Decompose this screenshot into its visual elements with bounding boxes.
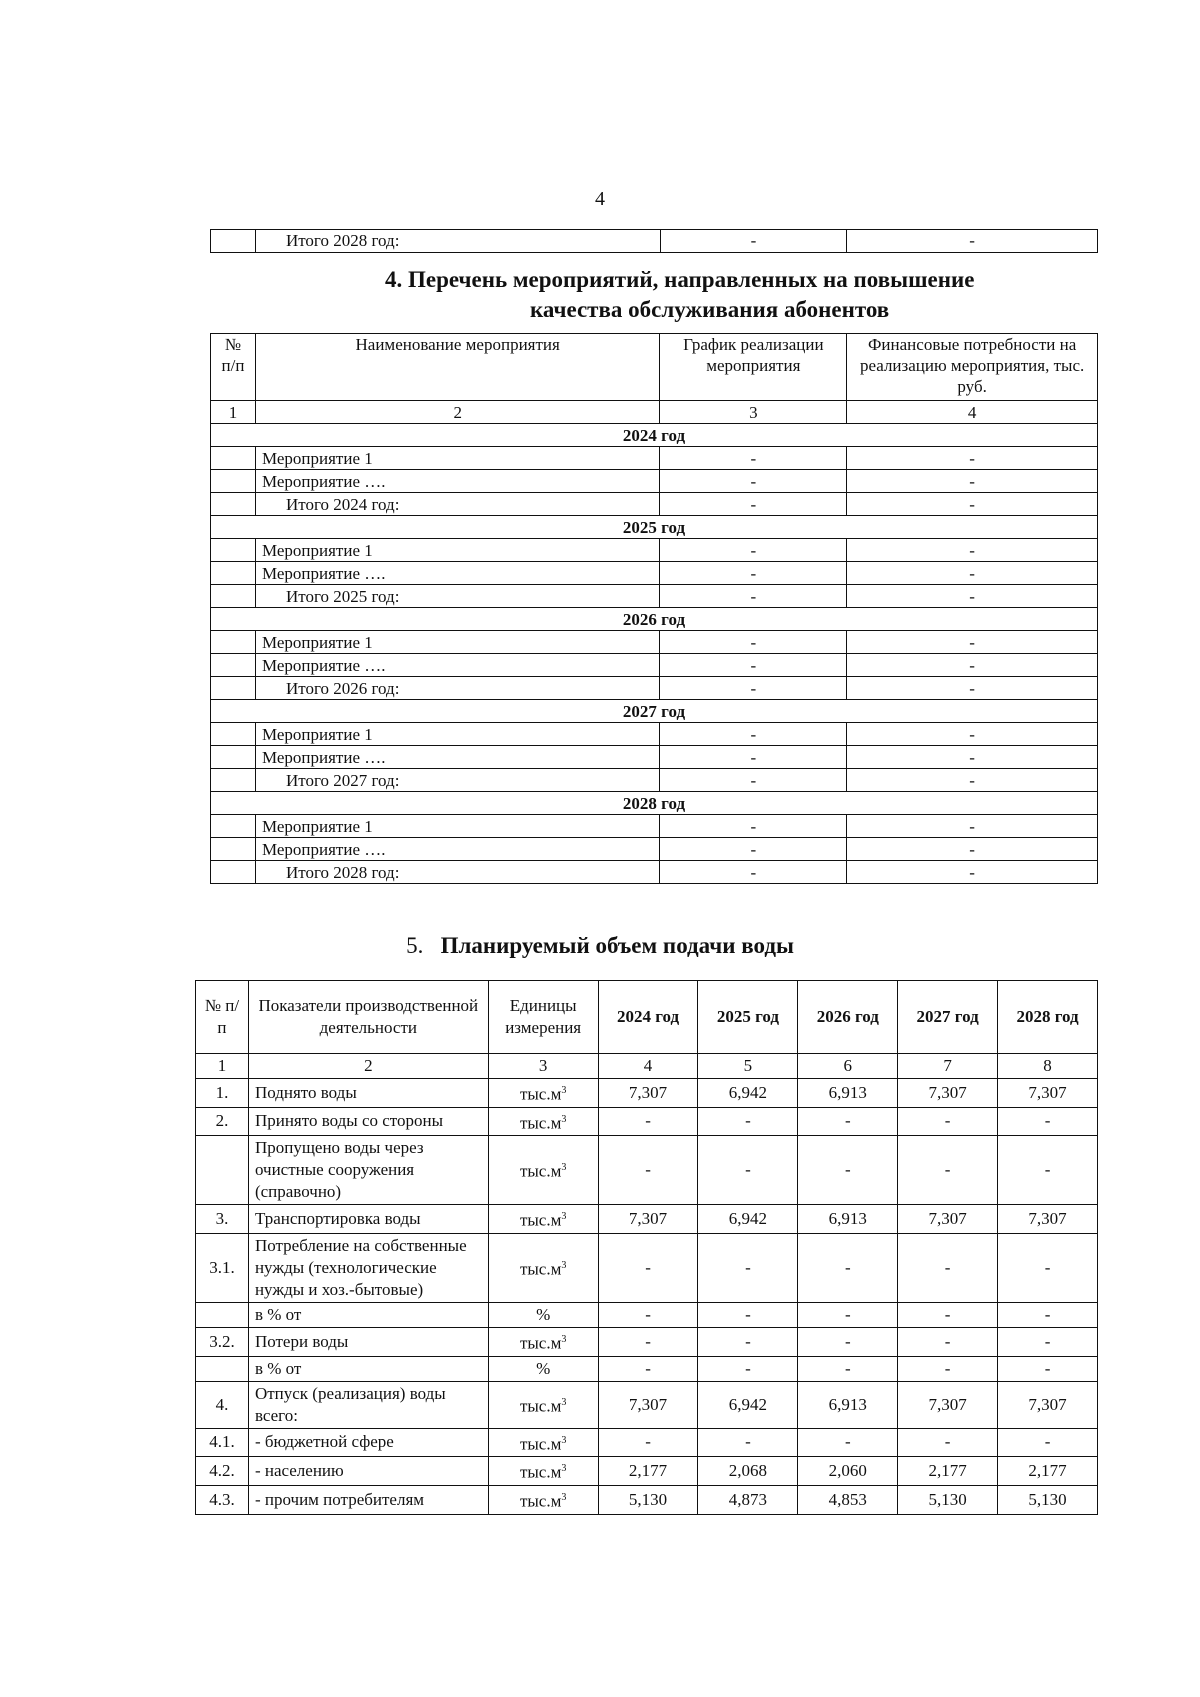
finance-cell: - bbox=[847, 861, 1098, 884]
value-cell: 2,068 bbox=[698, 1457, 798, 1486]
num-cell bbox=[211, 654, 256, 677]
value-cell: - bbox=[698, 1302, 798, 1327]
header-row bbox=[196, 981, 1098, 1054]
num-cell bbox=[211, 815, 256, 838]
unit-text: тыс.м bbox=[519, 1210, 562, 1230]
year-label: 2026 год bbox=[211, 608, 1098, 631]
table-row bbox=[196, 1233, 1098, 1302]
finance-cell: - bbox=[847, 677, 1098, 700]
schedule-cell: - bbox=[660, 230, 847, 253]
value-cell: - bbox=[898, 1136, 998, 1205]
unit-superscript: 3 bbox=[561, 1085, 567, 1096]
measure-name: Мероприятие 1 bbox=[255, 447, 659, 470]
unit-text: тыс.м bbox=[519, 1491, 562, 1511]
row-number: 4. bbox=[196, 1381, 249, 1428]
unit-text: тыс.м bbox=[519, 1333, 562, 1353]
num-cell bbox=[211, 447, 256, 470]
value-cell: - bbox=[798, 1327, 898, 1356]
table-row bbox=[196, 1457, 1098, 1486]
total-row bbox=[211, 861, 1098, 884]
value-cell: - bbox=[798, 1107, 898, 1136]
header-schedule: График реализации мероприятия bbox=[660, 334, 847, 401]
table-row bbox=[211, 470, 1098, 493]
value-cell: 7,307 bbox=[998, 1079, 1098, 1108]
value-cell: 7,307 bbox=[598, 1205, 698, 1234]
indicator-name: Потери воды bbox=[248, 1327, 488, 1356]
measure-name: Мероприятие 1 bbox=[255, 815, 659, 838]
table-row bbox=[211, 631, 1098, 654]
value-cell: 7,307 bbox=[998, 1381, 1098, 1428]
unit-text: тыс.м bbox=[519, 1396, 562, 1416]
section-title: Планируемый объем подачи воды bbox=[440, 933, 794, 958]
finance-cell: - bbox=[847, 654, 1098, 677]
value-cell: - bbox=[898, 1428, 998, 1457]
row-number: 1. bbox=[196, 1079, 249, 1108]
value-cell: 7,307 bbox=[998, 1205, 1098, 1234]
row-number: 4.1. bbox=[196, 1428, 249, 1457]
value-cell: 6,913 bbox=[798, 1079, 898, 1108]
measure-name: Мероприятие …. bbox=[255, 654, 659, 677]
value-cell: - bbox=[898, 1327, 998, 1356]
table-row bbox=[196, 1079, 1098, 1108]
unit-text: тыс.м bbox=[519, 1259, 562, 1279]
value-cell: 2,177 bbox=[998, 1457, 1098, 1486]
value-cell: - bbox=[798, 1136, 898, 1205]
year-label: 2028 год bbox=[211, 792, 1098, 815]
unit-superscript: 3 bbox=[561, 1333, 567, 1345]
year-row bbox=[211, 700, 1098, 723]
total-row bbox=[211, 769, 1098, 792]
total-label: Итого 2027 год: bbox=[255, 769, 659, 792]
table-row bbox=[196, 1107, 1098, 1136]
value-cell: - bbox=[898, 1356, 998, 1381]
finance-cell: - bbox=[847, 230, 1098, 253]
water-supply-body bbox=[196, 1079, 1098, 1515]
unit-text: % bbox=[536, 1358, 551, 1378]
indicator-name: - бюджетной сфере bbox=[248, 1428, 488, 1457]
unit-text: тыс.м bbox=[519, 1113, 562, 1133]
finance-cell: - bbox=[847, 493, 1098, 516]
total-row bbox=[211, 493, 1098, 516]
indicator-name: - прочим потребителям bbox=[248, 1485, 488, 1514]
page-number: 4 bbox=[595, 188, 605, 210]
finance-cell: - bbox=[847, 470, 1098, 493]
schedule-cell: - bbox=[660, 723, 847, 746]
value-cell: - bbox=[898, 1302, 998, 1327]
finance-cell: - bbox=[847, 769, 1098, 792]
unit-cell bbox=[488, 1107, 598, 1136]
value-cell: - bbox=[698, 1107, 798, 1136]
finance-cell: - bbox=[847, 447, 1098, 470]
value-cell: - bbox=[598, 1233, 698, 1302]
unit-cell bbox=[488, 1428, 598, 1457]
table-row bbox=[211, 746, 1098, 769]
indicator-name: Отпуск (реализация) воды всего: bbox=[248, 1381, 488, 1428]
header-row bbox=[211, 334, 1098, 401]
total-label: Итого 2024 год: bbox=[255, 493, 659, 516]
unit-text: тыс.м bbox=[519, 1084, 562, 1104]
row-number: 3.2. bbox=[196, 1327, 249, 1356]
schedule-cell: - bbox=[660, 447, 847, 470]
unit-cell bbox=[488, 1327, 598, 1356]
measure-name: Мероприятие 1 bbox=[255, 723, 659, 746]
header-year: 2026 год bbox=[798, 981, 898, 1054]
measure-name: Мероприятие 1 bbox=[255, 539, 659, 562]
previous-table-fragment bbox=[210, 229, 1098, 253]
total-label: Итого 2026 год: bbox=[255, 677, 659, 700]
schedule-cell: - bbox=[660, 585, 847, 608]
unit-superscript: 3 bbox=[561, 1113, 567, 1125]
indicator-name: Принято воды со стороны bbox=[248, 1107, 488, 1136]
value-cell: - bbox=[898, 1233, 998, 1302]
unit-cell bbox=[488, 1457, 598, 1486]
unit-text: % bbox=[536, 1304, 551, 1324]
section-number: 5. bbox=[406, 933, 424, 958]
table-row bbox=[211, 230, 1098, 253]
measure-name: Мероприятие 1 bbox=[255, 631, 659, 654]
value-cell: - bbox=[698, 1356, 798, 1381]
schedule-cell: - bbox=[660, 493, 847, 516]
header-year: 2027 год bbox=[898, 981, 998, 1054]
unit-superscript: 3 bbox=[561, 1396, 567, 1408]
year-row bbox=[211, 608, 1098, 631]
header-year: 2025 год bbox=[698, 981, 798, 1054]
indicator-name: Поднято воды bbox=[248, 1079, 488, 1108]
column-numbers-row: 1 2 3 4 bbox=[211, 401, 1098, 424]
header-year: 2024 год bbox=[598, 981, 698, 1054]
section-4-heading bbox=[385, 265, 1085, 325]
schedule-cell: - bbox=[660, 470, 847, 493]
finance-cell: - bbox=[847, 815, 1098, 838]
table-row bbox=[211, 723, 1098, 746]
value-cell: 4,873 bbox=[698, 1485, 798, 1514]
row-number bbox=[196, 1302, 249, 1327]
value-cell: 2,177 bbox=[898, 1457, 998, 1486]
total-label: Итого 2028 год: bbox=[255, 861, 659, 884]
num-cell bbox=[211, 470, 256, 493]
schedule-cell: - bbox=[660, 861, 847, 884]
year-row bbox=[211, 424, 1098, 447]
value-cell: 6,942 bbox=[698, 1205, 798, 1234]
num-cell bbox=[211, 585, 256, 608]
unit-cell bbox=[488, 1302, 598, 1327]
value-cell: - bbox=[798, 1233, 898, 1302]
unit-cell bbox=[488, 1356, 598, 1381]
num-cell bbox=[211, 562, 256, 585]
finance-cell: - bbox=[847, 539, 1098, 562]
num-cell bbox=[211, 677, 256, 700]
value-cell: - bbox=[998, 1107, 1098, 1136]
value-cell: - bbox=[698, 1327, 798, 1356]
indicator-name: в % от bbox=[248, 1302, 488, 1327]
row-number bbox=[196, 1356, 249, 1381]
year-label: 2027 год bbox=[211, 700, 1098, 723]
total-row bbox=[211, 585, 1098, 608]
unit-superscript: 3 bbox=[561, 1491, 567, 1503]
measures-body bbox=[211, 424, 1098, 884]
unit-cell bbox=[488, 1205, 598, 1234]
value-cell: - bbox=[998, 1136, 1098, 1205]
section-title-line2: качества обслуживания абонентов bbox=[530, 297, 890, 322]
measures-table bbox=[210, 333, 1098, 884]
row-number: 4.2. bbox=[196, 1457, 249, 1486]
indicator-name: Транспортировка воды bbox=[248, 1205, 488, 1234]
value-cell: 6,913 bbox=[798, 1381, 898, 1428]
measure-name: Мероприятие …. bbox=[255, 470, 659, 493]
measure-name: Мероприятие …. bbox=[255, 838, 659, 861]
table-row bbox=[211, 447, 1098, 470]
table-row bbox=[196, 1327, 1098, 1356]
value-cell: - bbox=[598, 1356, 698, 1381]
row-number: 3. bbox=[196, 1205, 249, 1234]
num-cell bbox=[211, 631, 256, 654]
indicator-name: Пропущено воды через очистные сооружения (справочно) bbox=[248, 1136, 488, 1205]
value-cell: - bbox=[998, 1356, 1098, 1381]
schedule-cell: - bbox=[660, 838, 847, 861]
measure-name: Мероприятие …. bbox=[255, 746, 659, 769]
value-cell: - bbox=[598, 1107, 698, 1136]
total-row bbox=[211, 677, 1098, 700]
value-cell: 5,130 bbox=[898, 1485, 998, 1514]
unit-cell bbox=[488, 1233, 598, 1302]
table-row bbox=[211, 539, 1098, 562]
value-cell: - bbox=[998, 1428, 1098, 1457]
value-cell: 7,307 bbox=[898, 1205, 998, 1234]
year-row bbox=[211, 792, 1098, 815]
year-row bbox=[211, 516, 1098, 539]
value-cell: - bbox=[998, 1327, 1098, 1356]
unit-text: тыс.м bbox=[519, 1434, 562, 1454]
num-cell bbox=[211, 539, 256, 562]
value-cell: 7,307 bbox=[898, 1381, 998, 1428]
finance-cell: - bbox=[847, 723, 1098, 746]
year-label: 2024 год bbox=[211, 424, 1098, 447]
table-row bbox=[196, 1485, 1098, 1514]
indicator-name: в % от bbox=[248, 1356, 488, 1381]
value-cell: 7,307 bbox=[598, 1079, 698, 1108]
value-cell: 4,853 bbox=[798, 1485, 898, 1514]
section-5-heading bbox=[0, 933, 1200, 959]
value-cell: 2,060 bbox=[798, 1457, 898, 1486]
num-cell bbox=[211, 861, 256, 884]
unit-text: тыс.м bbox=[519, 1162, 562, 1182]
header-finance: Финансовые потребности на реализацию мероприятия, тыс. руб. bbox=[847, 334, 1098, 401]
value-cell: 7,307 bbox=[598, 1381, 698, 1428]
unit-cell bbox=[488, 1079, 598, 1108]
table-row bbox=[211, 815, 1098, 838]
table-row bbox=[211, 838, 1098, 861]
value-cell: - bbox=[798, 1356, 898, 1381]
value-cell: - bbox=[898, 1107, 998, 1136]
value-cell: - bbox=[998, 1302, 1098, 1327]
row-number: 3.1. bbox=[196, 1233, 249, 1302]
schedule-cell: - bbox=[660, 815, 847, 838]
indicator-name: - населению bbox=[248, 1457, 488, 1486]
header-num: № п/п bbox=[211, 334, 256, 401]
value-cell: - bbox=[698, 1136, 798, 1205]
row-number: 2. bbox=[196, 1107, 249, 1136]
finance-cell: - bbox=[847, 585, 1098, 608]
value-cell: - bbox=[598, 1327, 698, 1356]
value-cell: - bbox=[698, 1233, 798, 1302]
indicator-name: Потребление на собственные нужды (технологические нужды и хоз.-бытовые) bbox=[248, 1233, 488, 1302]
value-cell: 6,942 bbox=[698, 1381, 798, 1428]
schedule-cell: - bbox=[660, 562, 847, 585]
water-supply-table bbox=[195, 980, 1098, 1515]
schedule-cell: - bbox=[660, 654, 847, 677]
value-cell: - bbox=[998, 1233, 1098, 1302]
table-row bbox=[196, 1428, 1098, 1457]
finance-cell: - bbox=[847, 746, 1098, 769]
unit-superscript: 3 bbox=[561, 1434, 567, 1446]
unit-cell bbox=[488, 1136, 598, 1205]
value-cell: - bbox=[798, 1428, 898, 1457]
value-cell: 2,177 bbox=[598, 1457, 698, 1486]
num-cell bbox=[211, 723, 256, 746]
section-number: 4. bbox=[385, 267, 403, 292]
value-cell: - bbox=[698, 1428, 798, 1457]
header-num: № п/п bbox=[196, 981, 249, 1054]
table-row bbox=[196, 1136, 1098, 1205]
value-cell: 7,307 bbox=[898, 1079, 998, 1108]
value-cell: - bbox=[598, 1302, 698, 1327]
value-cell: - bbox=[598, 1428, 698, 1457]
total-label: Итого 2025 год: bbox=[255, 585, 659, 608]
value-cell: 5,130 bbox=[598, 1485, 698, 1514]
value-cell: - bbox=[798, 1302, 898, 1327]
table-row bbox=[211, 654, 1098, 677]
header-indicator: Показатели производственной деятельности bbox=[248, 981, 488, 1054]
value-cell: 6,913 bbox=[798, 1205, 898, 1234]
section-title-line1: Перечень мероприятий, направленных на повышение bbox=[408, 267, 975, 292]
header-year: 2028 год bbox=[998, 981, 1098, 1054]
finance-cell: - bbox=[847, 631, 1098, 654]
num-cell bbox=[211, 838, 256, 861]
total-label: Итого 2028 год: bbox=[255, 230, 660, 253]
unit-superscript: 3 bbox=[561, 1211, 567, 1223]
value-cell: 5,130 bbox=[998, 1485, 1098, 1514]
table-row bbox=[196, 1302, 1098, 1327]
finance-cell: - bbox=[847, 562, 1098, 585]
schedule-cell: - bbox=[660, 539, 847, 562]
finance-cell: - bbox=[847, 838, 1098, 861]
value-cell: - bbox=[598, 1136, 698, 1205]
header-name: Наименование мероприятия bbox=[255, 334, 659, 401]
table-row bbox=[196, 1356, 1098, 1381]
num-cell bbox=[211, 493, 256, 516]
unit-cell bbox=[488, 1485, 598, 1514]
unit-cell bbox=[488, 1381, 598, 1428]
value-cell: 6,942 bbox=[698, 1079, 798, 1108]
measure-name: Мероприятие …. bbox=[255, 562, 659, 585]
unit-superscript: 3 bbox=[561, 1260, 567, 1272]
year-label: 2025 год bbox=[211, 516, 1098, 539]
table-row bbox=[211, 562, 1098, 585]
row-number: 4.3. bbox=[196, 1485, 249, 1514]
schedule-cell: - bbox=[660, 746, 847, 769]
table-row bbox=[196, 1381, 1098, 1428]
table-row bbox=[196, 1205, 1098, 1234]
schedule-cell: - bbox=[660, 631, 847, 654]
unit-superscript: 3 bbox=[561, 1162, 567, 1174]
unit-superscript: 3 bbox=[561, 1463, 567, 1475]
header-unit: Единицы измерения bbox=[488, 981, 598, 1054]
num-cell bbox=[211, 769, 256, 792]
column-numbers-row: 1 2 3 4 5 6 7 8 bbox=[196, 1054, 1098, 1079]
schedule-cell: - bbox=[660, 677, 847, 700]
row-number bbox=[196, 1136, 249, 1205]
unit-text: тыс.м bbox=[519, 1462, 562, 1482]
num-cell bbox=[211, 746, 256, 769]
schedule-cell: - bbox=[660, 769, 847, 792]
